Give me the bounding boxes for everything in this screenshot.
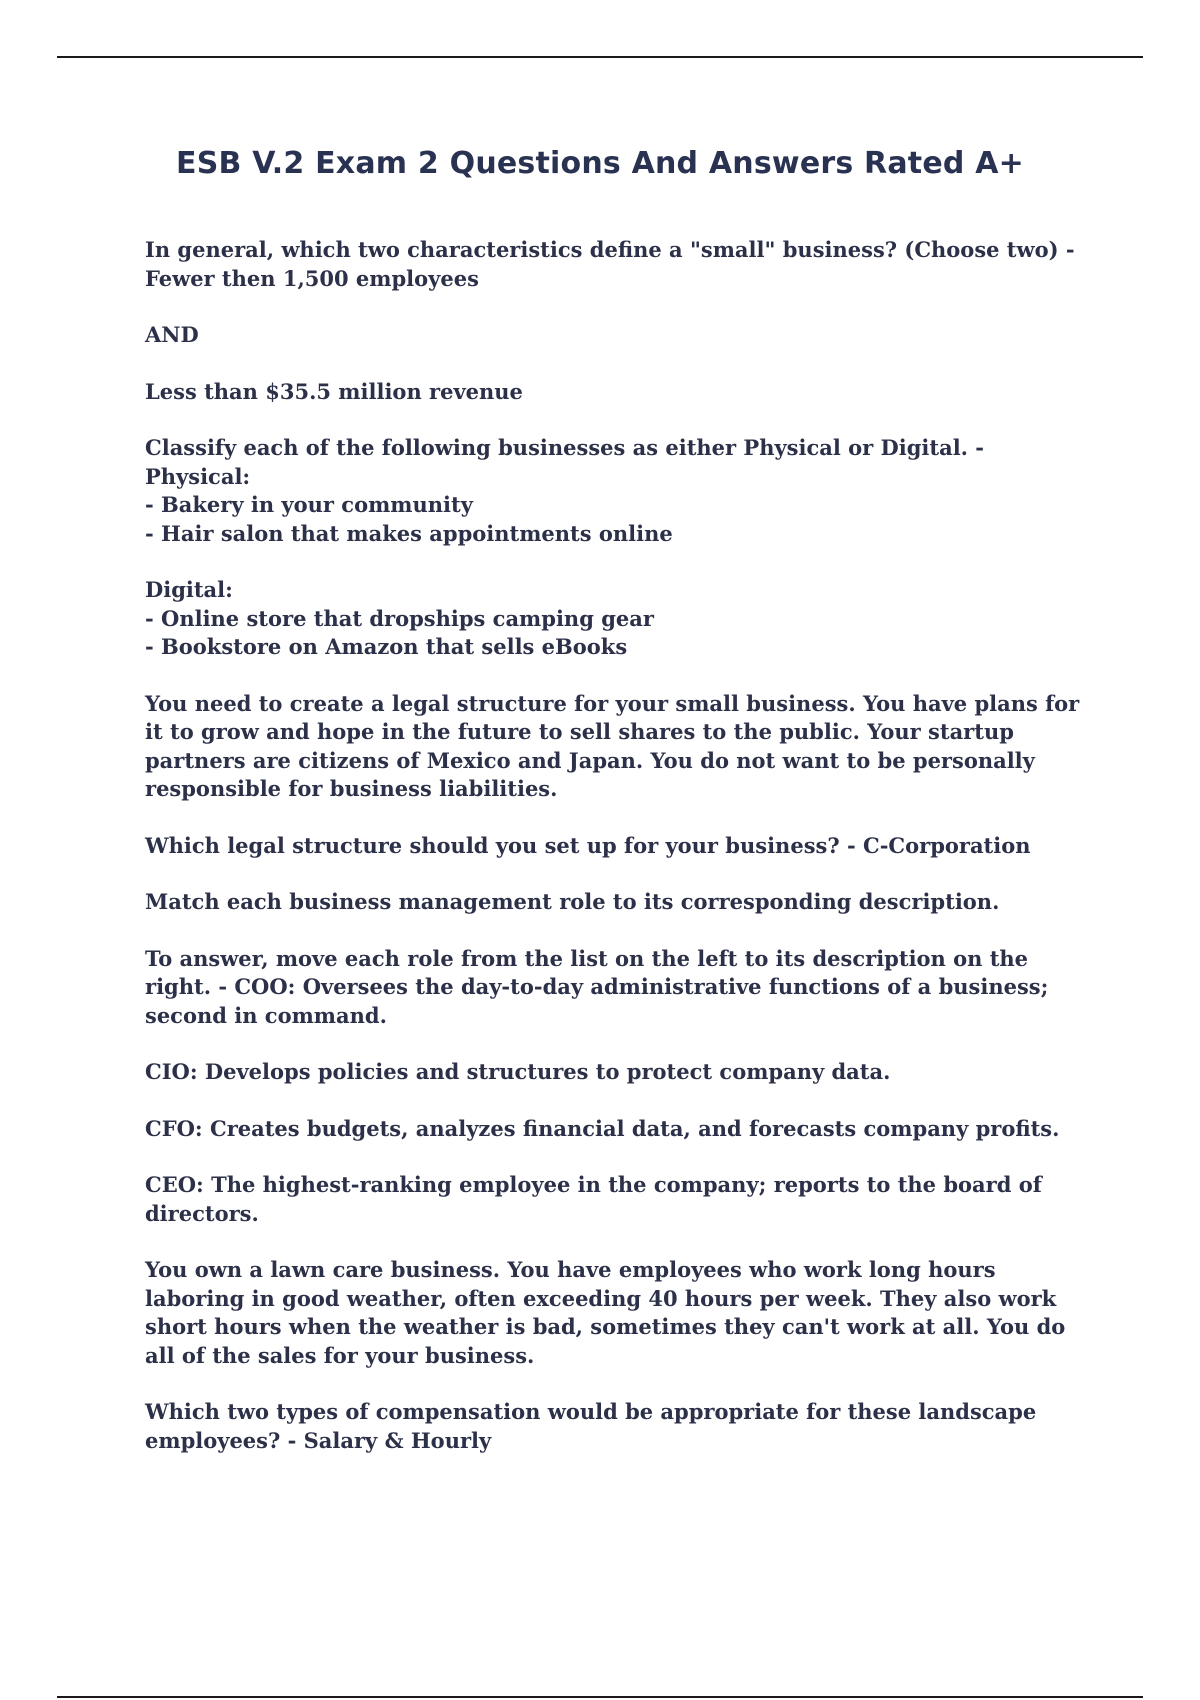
paragraph-coo: To answer, move each role from the list on the left to its description on the right. - COO: Oversees the day-to-day administrative functions of a business; second in command. <box>145 945 1049 1028</box>
top-rule <box>57 56 1143 58</box>
paragraph-physical-list: Classify each of the following businesses as either Physical or Digital. - Physical: - Bakery in your community - Hair salon that makes appointments online <box>145 435 985 546</box>
paragraph-match-roles: Match each business management role to its corresponding description. <box>145 889 1000 914</box>
document-body <box>145 236 1095 1483</box>
paragraph-legal-structure-scenario: You need to create a legal structure for your small business. You have plans for it to grow and hope in the future to sell shares to the public. Your startup partners are citizens of Mexico and Japan. You do not want to be personally responsible for business liabilities. <box>145 690 1080 801</box>
document-title: ESB V.2 Exam 2 Questions And Answers Rated A+ <box>176 146 1024 181</box>
bottom-rule <box>57 1696 1143 1698</box>
paragraph-compensation-answer: Which two types of compensation would be appropriate for these landscape employees? - Salary & Hourly <box>145 1399 1037 1453</box>
paragraph-legal-structure-answer: Which legal structure should you set up for your business? - C-Corporation <box>145 832 1031 858</box>
paragraph-small-business-question: In general, which two characteristics define a "small" business? (Choose two) - Fewer then 1,500 employees <box>145 237 1075 291</box>
paragraph-ceo: CEO: The highest-ranking employee in the company; reports to the board of directors. <box>145 1172 1042 1226</box>
paragraph-lawn-care-scenario: You own a lawn care business. You have employees who work long hours laboring in good weather, often exceeding 40 hours per week. They also work short hours when the weather is bad, sometimes they can't work at all. You do all of the sales for your business. <box>145 1257 1066 1368</box>
paragraph-cio: CIO: Develops policies and structures to protect company data. <box>145 1059 891 1084</box>
paragraph-cfo: CFO: Creates budgets, analyzes financial data, and forecasts company profits. <box>145 1115 1060 1141</box>
paragraph-digital-list: Digital: - Online store that dropships camping gear - Bookstore on Amazon that sells eBooks <box>145 577 654 659</box>
paragraph-and: AND <box>145 322 199 347</box>
paragraph-revenue: Less than $35.5 million revenue <box>145 378 523 404</box>
